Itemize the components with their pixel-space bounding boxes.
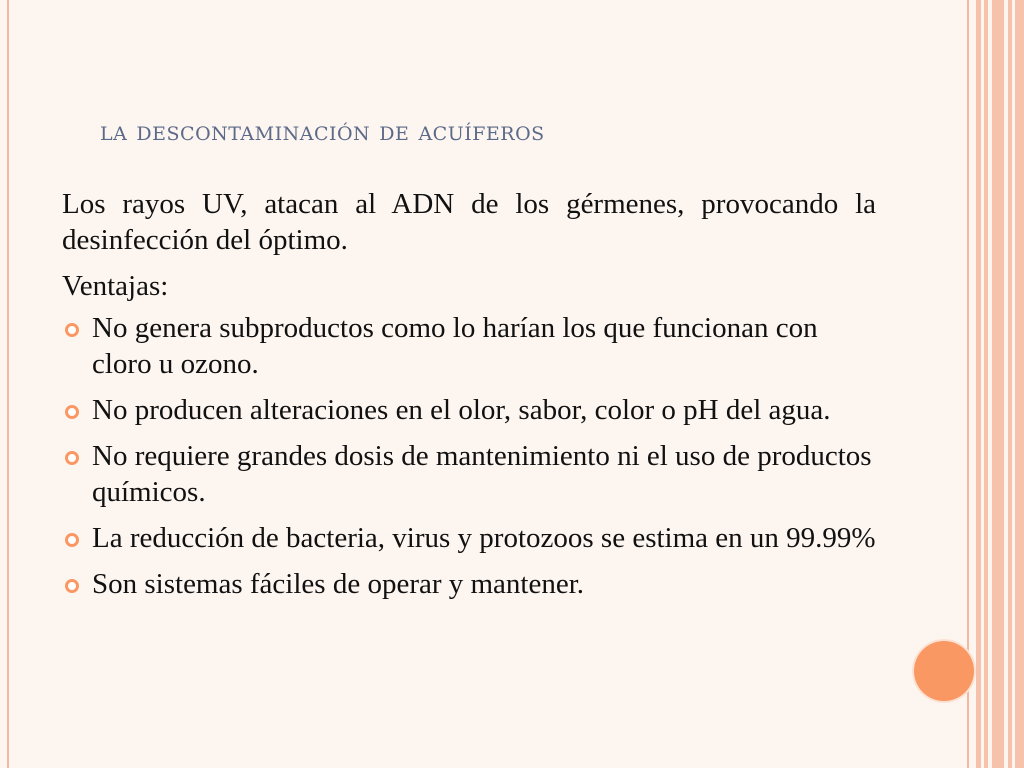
decorative-stripe bbox=[1008, 0, 1012, 768]
list-item-text: Son sistemas fáciles de operar y mantener. bbox=[92, 568, 585, 600]
hollow-circle-bullet-icon bbox=[65, 533, 79, 547]
advantages-list bbox=[62, 310, 876, 602]
list-item-text: La reducción de bacteria, virus y protozoos se estima en un 99.99% bbox=[92, 522, 876, 554]
hollow-circle-bullet-icon bbox=[65, 451, 79, 465]
hollow-circle-bullet-icon bbox=[65, 579, 79, 593]
decorative-stripe bbox=[984, 0, 988, 768]
ventajas-heading: Ventajas: bbox=[62, 270, 169, 302]
slide-body bbox=[62, 186, 876, 612]
intro-paragraph: Los rayos UV, atacan al ADN de los gérmenes, provocando la desinfección del óptimo. bbox=[62, 188, 876, 256]
decorative-stripe bbox=[992, 0, 1004, 768]
list-item-text: No genera subproductos como lo harían los que funcionan con cloro u ozono. bbox=[92, 312, 818, 380]
orange-circle-icon bbox=[914, 641, 974, 701]
list-item bbox=[62, 438, 876, 510]
decorative-stripe bbox=[1015, 0, 1024, 768]
decorative-stripe bbox=[976, 0, 981, 768]
list-item bbox=[62, 310, 876, 382]
hollow-circle-bullet-icon bbox=[65, 323, 79, 337]
list-item-text: No producen alteraciones en el olor, sabor, color o pH del agua. bbox=[92, 394, 831, 426]
list-item-text: No requiere grandes dosis de mantenimiento ni el uso de productos químicos. bbox=[92, 440, 872, 508]
slide-title: la descontaminación de acuíferos bbox=[100, 116, 545, 147]
hollow-circle-bullet-icon bbox=[65, 405, 79, 419]
list-item bbox=[62, 520, 876, 556]
list-item bbox=[62, 566, 876, 602]
list-item bbox=[62, 392, 876, 428]
